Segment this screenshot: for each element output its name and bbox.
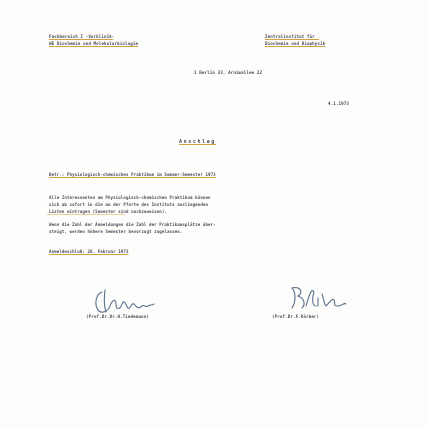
heading: Anschlag — [179, 139, 216, 145]
paragraph-1-line-1: Alle Interessenten am Physiologisch-chemischen Praktikum können — [49, 195, 211, 200]
paragraph-1-line-2: sich ab sofort in die an der Pforte des Instituts ausliegenden — [49, 202, 209, 207]
date: 4.1.1973 — [328, 101, 349, 106]
signature-name-right: (Prof.Dr.F.Körber) — [272, 314, 320, 319]
address: 1 Berlin 33, Arnimallee 22 — [194, 70, 263, 75]
paragraph-1-mark — [47, 214, 125, 215]
signature-koerber — [282, 282, 352, 314]
deadline: Anmeldeschluß: 28. Februar 1973 — [49, 249, 129, 254]
letterhead-left-underline — [49, 39, 113, 40]
signature-name-left: (Prof.Dr.Dr.H.Tiedemann) — [86, 314, 149, 319]
letterhead-left-line-2: WE Biochemie und Molekularbiologie — [49, 40, 139, 46]
subject-line: Betr.: Physiologisch-chemisches Praktikum im Sommer-Semester 1973 — [49, 172, 216, 177]
paragraph-2-line-2: steigt, werden höhere Semester bevorzugt zugelassen. — [49, 229, 183, 234]
signature-tiedemann — [88, 284, 168, 316]
letterhead-right-underline — [265, 39, 319, 40]
paragraph-1-line-3: Listen eintragen (Semester sind nachzuweisen). — [49, 209, 167, 214]
letterhead-right-line-2: Biochemie und Biophysik — [265, 40, 326, 46]
letterhead-right-line-1: Zentralinstitut für — [265, 34, 315, 39]
paragraph-2-line-1: Wenn die Zahl der Anmeldungen die Zahl der Praktikumsplätze über- — [49, 222, 216, 227]
letterhead-left-line-1: Fachbereich I -Vorklinik- — [49, 34, 115, 39]
